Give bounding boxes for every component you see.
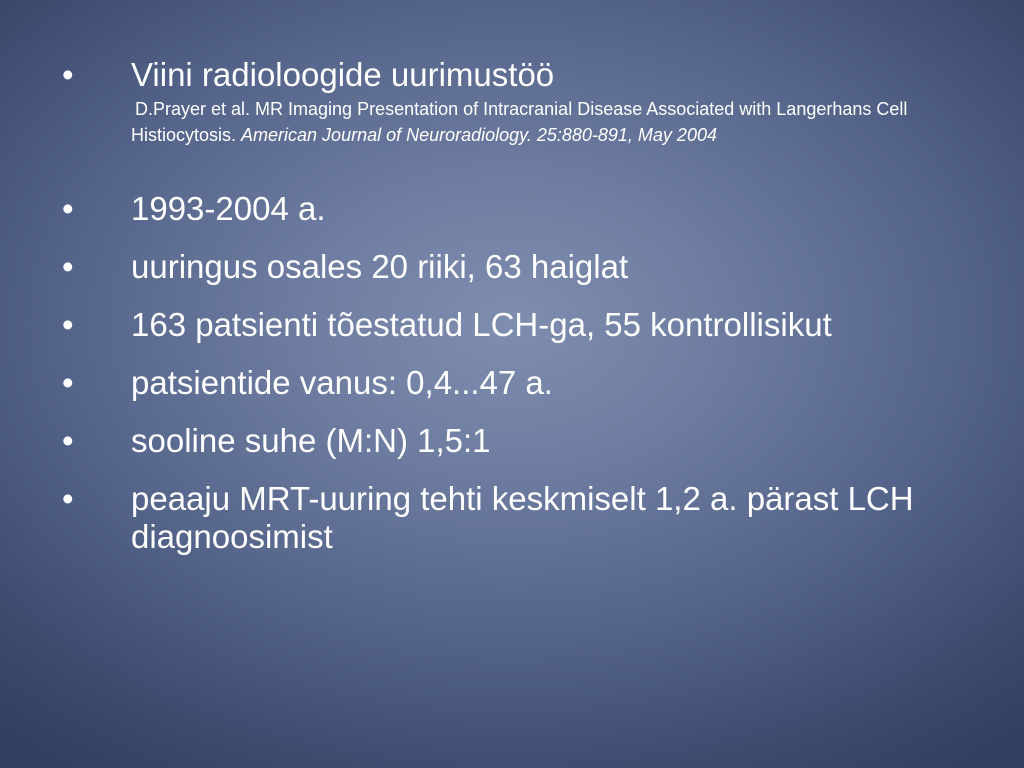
bullet-dot: • [62,190,74,227]
bullet-dot: • [62,364,74,401]
bullet-text: sooline suhe (M:N) 1,5:1 [131,422,491,459]
bullet-dot: • [62,480,74,517]
bullet-item-patients [62,306,1002,344]
bullet-item-period [62,190,1002,228]
bullet-text: patsientide vanus: 0,4...47 a. [131,364,553,401]
bullet-list [62,56,1002,556]
bullet-dot: • [62,422,74,459]
bullet-item-mri [62,480,1002,556]
reference-citation [131,96,1002,148]
bullet-item-study [62,56,1002,148]
bullet-item-age [62,364,1002,402]
reference-plain: D.Prayer et al. MR Imaging Presentation of Intracranial Disease Associated with Langerhans Cell Histiocytosis. [131,99,908,145]
bullet-dot: • [62,248,74,285]
bullet-text: uuringus osales 20 riiki, 63 haiglat [131,248,629,285]
bullet-item-countries [62,248,1002,286]
bullet-text: peaaju MRT-uuring tehti keskmiselt 1,2 a. pärast LCH diagnoosimist [131,480,914,555]
bullet-item-sex-ratio [62,422,1002,460]
bullet-dot: • [62,56,74,93]
bullet-text: 1993-2004 a. [131,190,326,227]
reference-journal: American Journal of Neuroradiology. 25:880-891, May 2004 [241,125,717,145]
bullet-text: Viini radioloogide uurimustöö [131,56,555,93]
bullet-dot: • [62,306,74,343]
bullet-text: 163 patsienti tõestatud LCH-ga, 55 kontrollisikut [131,306,832,343]
